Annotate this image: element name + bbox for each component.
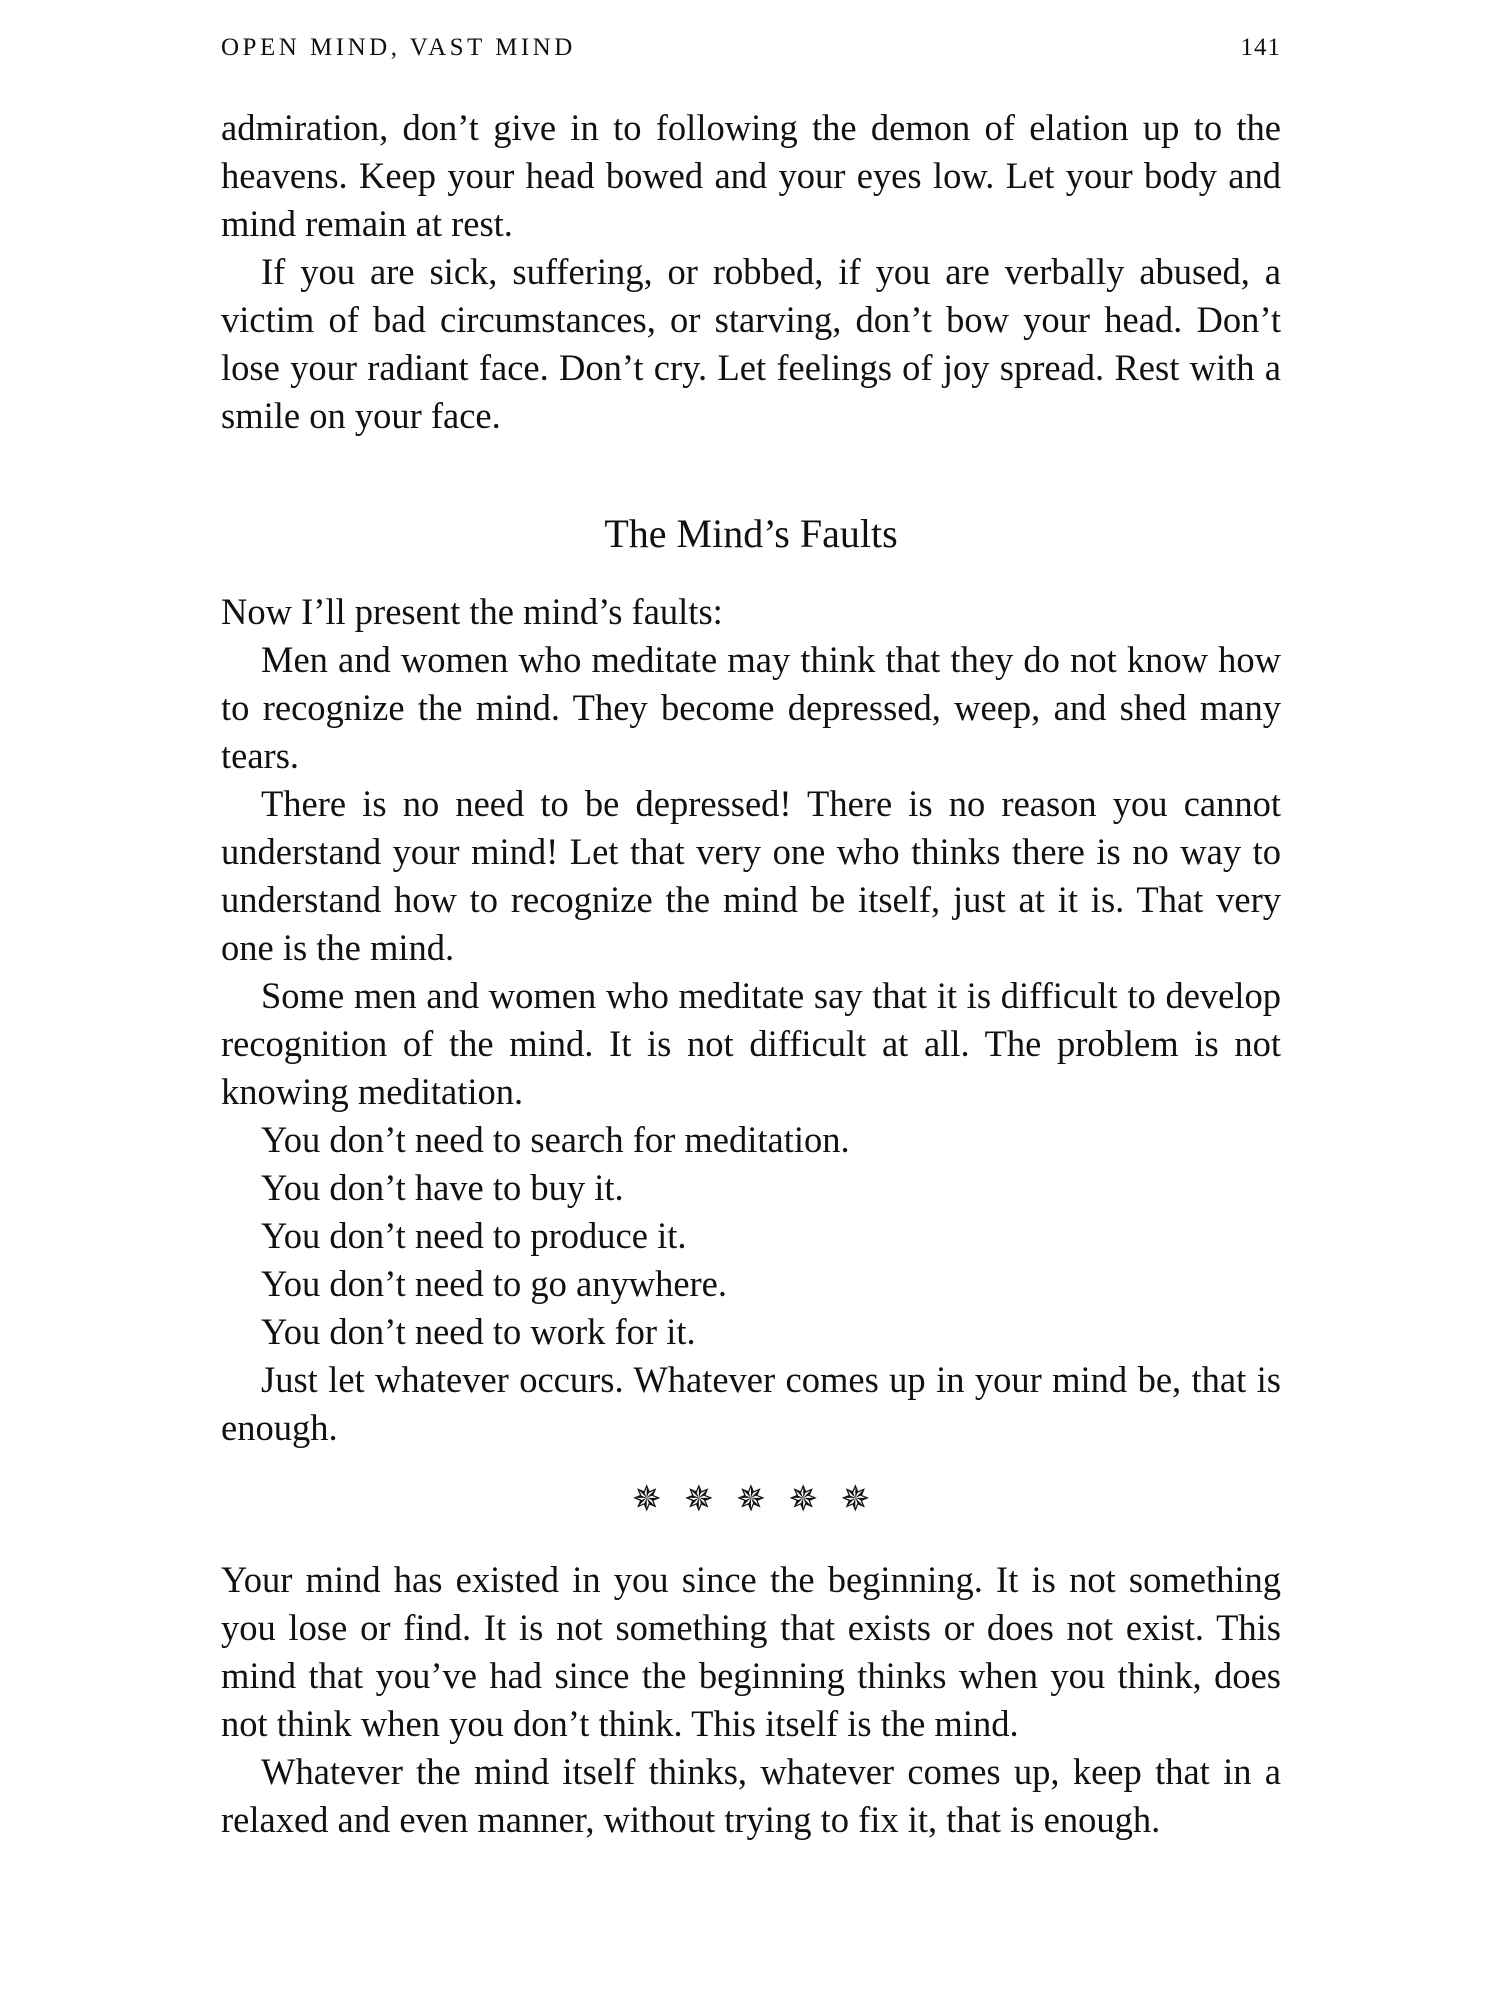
body-text-section — [221, 588, 1281, 1452]
paragraph: Now I’ll present the mind’s faults: — [221, 591, 723, 632]
body-text-top — [221, 104, 1281, 440]
running-head — [221, 33, 1281, 63]
flower-ornament-icon: ✵ — [735, 1479, 767, 1520]
paragraph: There is no need to be depressed! There is no reason you cannot understand your mind! Let that very one who thinks there is no way to understand how to recognize the mind be itself, just at it is. That very one is the mind. — [221, 783, 1281, 968]
running-title: OPEN MIND, VAST MIND — [221, 34, 576, 61]
flower-ornament-icon: ✵ — [788, 1479, 819, 1520]
paragraph: Some men and women who meditate say that it is difficult to develop recognition of the mind. It is not difficult at all. The problem is not knowing meditation. — [221, 975, 1281, 1112]
list-line: You don’t need to produce it. — [261, 1215, 687, 1256]
flower-ornament-icon: ✵ — [631, 1479, 662, 1520]
flower-ornament-icon: ✵ — [840, 1479, 871, 1520]
flower-ornament-icon: ✵ — [683, 1479, 714, 1520]
paragraph: admiration, don’t give in to following the demon of elation up to the heavens. Keep your head bowed and your eyes low. Let your body and mind remain at rest. — [221, 107, 1281, 244]
paragraph: Your mind has existed in you since the beginning. It is not something you lose or find. It is not something that exists or does not exist. This mind that you’ve had since the beginning thinks when you think, does not think when you don’t think. This itself is the mind. — [221, 1559, 1281, 1744]
list-line: You don’t have to buy it. — [261, 1167, 624, 1208]
paragraph: Men and women who meditate may think that they do not know how to recognize the mind. They become depressed, weep, and shed many tears. — [221, 639, 1281, 776]
section-break-ornaments — [221, 1480, 1281, 1520]
list-line: You don’t need to work for it. — [261, 1311, 696, 1352]
page-number: 141 — [1240, 34, 1281, 61]
list-line: You don’t need to search for meditation. — [261, 1119, 850, 1160]
list-line: You don’t need to go anywhere. — [261, 1263, 727, 1304]
paragraph: If you are sick, suffering, or robbed, if you are verbally abused, a victim of bad circumstances, or starving, don’t bow your head. Don’t lose your radiant face. Don’t cry. Let feelings of joy spread. Rest with a smile on your face. — [221, 251, 1281, 436]
paragraph: Just let whatever occurs. Whatever comes up in your mind be, that is enough. — [221, 1359, 1281, 1448]
paragraph: Whatever the mind itself thinks, whatever comes up, keep that in a relaxed and even manner, without trying to fix it, that is enough. — [221, 1751, 1281, 1840]
body-text-bottom — [221, 1556, 1281, 1844]
section-heading: The Mind’s Faults — [604, 511, 898, 556]
